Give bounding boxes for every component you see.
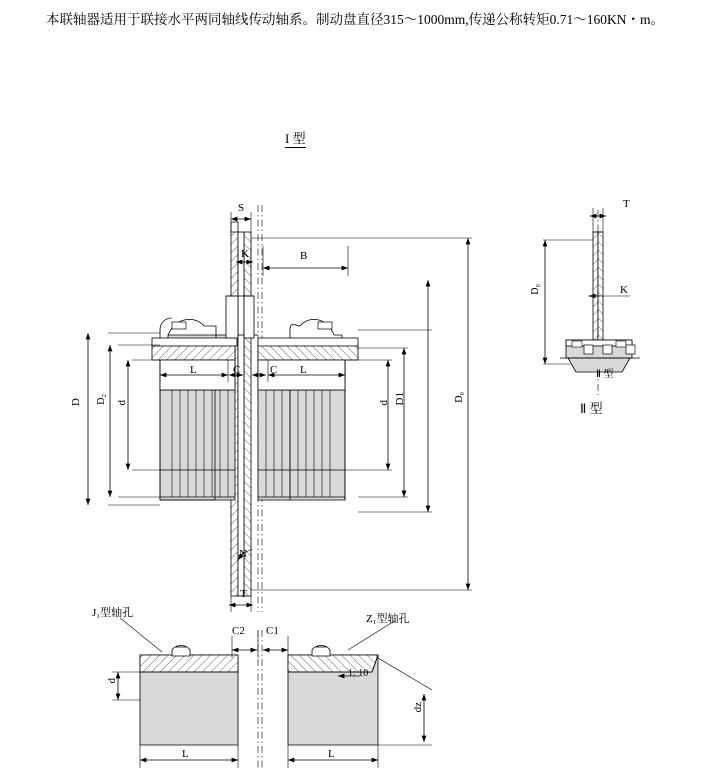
label-K-type2: K bbox=[620, 284, 628, 296]
label-L-left: L bbox=[190, 364, 197, 376]
label-D1: D1 bbox=[394, 392, 406, 406]
label-bore-z1: Z₁型轴孔 bbox=[366, 613, 410, 625]
label-C2: C2 bbox=[232, 625, 245, 637]
label-K: K bbox=[241, 248, 249, 260]
figure-title-type2: Ⅱ 型 bbox=[580, 401, 603, 416]
intro-text: 本联轴器适用于联接水平两同轴线传动轴系。制动盘直径315～1000mm,传递公称转矩0.71～160KN・m。 bbox=[46, 12, 664, 27]
label-T-main: T bbox=[240, 588, 247, 600]
label-C-right: C bbox=[270, 364, 278, 376]
label-D: D bbox=[70, 398, 82, 406]
label-S: S bbox=[238, 202, 245, 214]
figure-title-type1: I 型 bbox=[285, 131, 306, 146]
label-bore-j1: J₁型轴孔 bbox=[92, 607, 134, 619]
label-C1: C1 bbox=[266, 625, 279, 637]
label-L-bore-right: L bbox=[328, 748, 335, 760]
label-D0-type2: D₀ bbox=[530, 284, 541, 295]
label-N: N bbox=[239, 548, 247, 560]
label-L-bore-left: L bbox=[182, 748, 189, 760]
label-d-left: d bbox=[116, 400, 128, 406]
label-taper: 1: 10 bbox=[348, 668, 369, 679]
label-T-type2: T bbox=[623, 198, 630, 210]
label-dz: dz bbox=[412, 702, 424, 713]
label-B: B bbox=[300, 250, 308, 262]
label-d-bore: d bbox=[106, 678, 118, 684]
label-C-left: C bbox=[233, 364, 241, 376]
label-D0: D₀ bbox=[454, 392, 465, 403]
label-d-right: d bbox=[378, 400, 390, 406]
label-L-right: L bbox=[300, 364, 307, 376]
label-D2-left: D₂ bbox=[96, 394, 107, 405]
figure-title-type2-small: Ⅱ 型 bbox=[596, 369, 614, 380]
